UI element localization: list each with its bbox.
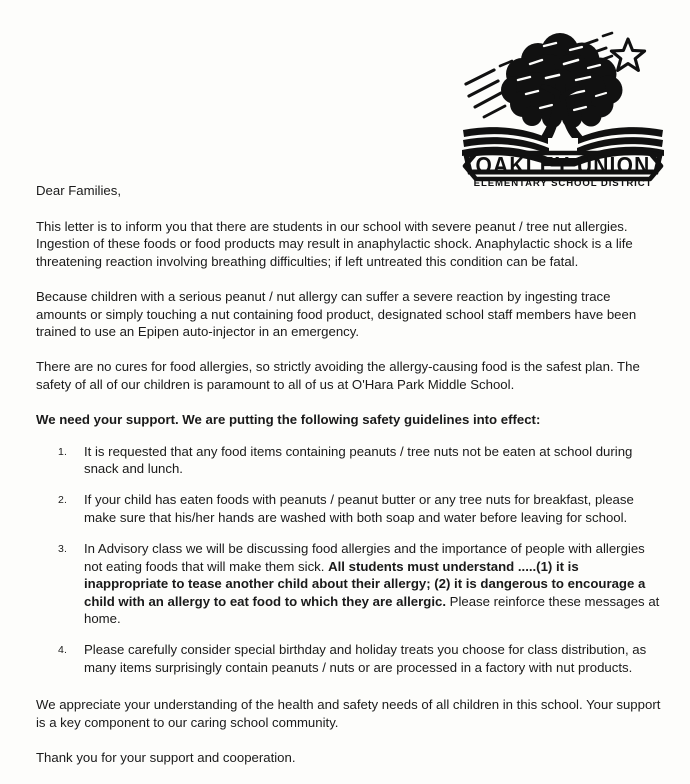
list-item xyxy=(36,641,664,676)
list-item-number: 3. xyxy=(58,543,68,556)
list-item-text-bold: All students must understand .....(1) it is inappropriate to tease another child about their allergy; (2) it is dangerous to encourage a child with an allergy to eat food to which they are allergic. xyxy=(84,558,646,609)
list-item-text-plain-before: If your child has eaten foods with peanuts / peanut butter or any tree nuts for breakfast, please make sure that his/her hands are washed with both soap and water before leaving for school. xyxy=(84,492,634,525)
paragraph-intro: This letter is to inform you that there are students in our school with severe peanut / tree nut allergies. Ingestion of these foods or food products may result in anaphylactic shock. Anaphylactic shock is a life threatening reaction involving breathing difficulties; if left untreated this condition can be fatal. xyxy=(36,219,633,269)
list-item-number: 4. xyxy=(58,644,68,657)
list-item-number: 1. xyxy=(58,445,68,458)
list-item-text xyxy=(84,541,659,626)
logo-organization-name: OAKLEY UNION xyxy=(475,152,651,179)
list-item-text-plain-before: Please carefully consider special birthday and holiday treats you choose for class distribution, as many items surprisingly contain peanuts / nuts or are processed in a factory with nut products. xyxy=(84,642,647,675)
closing-thank-you: Thank you for your support and cooperation. xyxy=(36,749,296,765)
list-item-text xyxy=(84,444,632,476)
paragraph-epipen: Because children with a serious peanut / nut allergy can suffer a severe reaction by ingesting trace amounts or simply touching a nut containing food product, designated school staff members have been trained to use an Epipen auto-injector in an emergency. xyxy=(36,289,637,340)
list-item xyxy=(36,491,664,526)
logo-organization-subtitle: ELEMENTARY SCHOOL DISTRICT xyxy=(473,178,653,187)
list-item-text-plain-before: In Advisory class we will be discussing food allergies and the importance of people with allergies not eating foods that will make them sick. xyxy=(84,541,645,574)
list-item xyxy=(36,443,664,478)
district-logo xyxy=(460,22,666,187)
list-item-text-plain-before: It is requested that any food items containing peanuts / tree nuts not be eaten at school during snack and lunch. xyxy=(84,443,633,477)
list-item-number: 2. xyxy=(58,494,68,507)
closing-appreciation: We appreciate your understanding of the health and safety needs of all children in this school. Your support is a key component to our caring school community. xyxy=(36,697,661,730)
letter-content xyxy=(36,182,664,784)
shooting-star-icon xyxy=(611,39,644,70)
call-to-action-heading: We need your support. We are putting the following safety guidelines into effect: xyxy=(36,412,541,428)
salutation: Dear Families, xyxy=(36,183,122,198)
list-item-text xyxy=(84,492,634,524)
paragraph-no-cures: There are no cures for food allergies, so strictly avoiding the allergy-causing food is the safest plan. The safety of all of our children is paramount to all of us at O'Hara Park Middle School. xyxy=(36,359,640,392)
list-item xyxy=(36,540,664,627)
list-item-text xyxy=(84,642,646,674)
guidelines-list xyxy=(36,443,664,676)
list-item-text-plain-after: Please reinforce these messages at home. xyxy=(84,593,660,626)
